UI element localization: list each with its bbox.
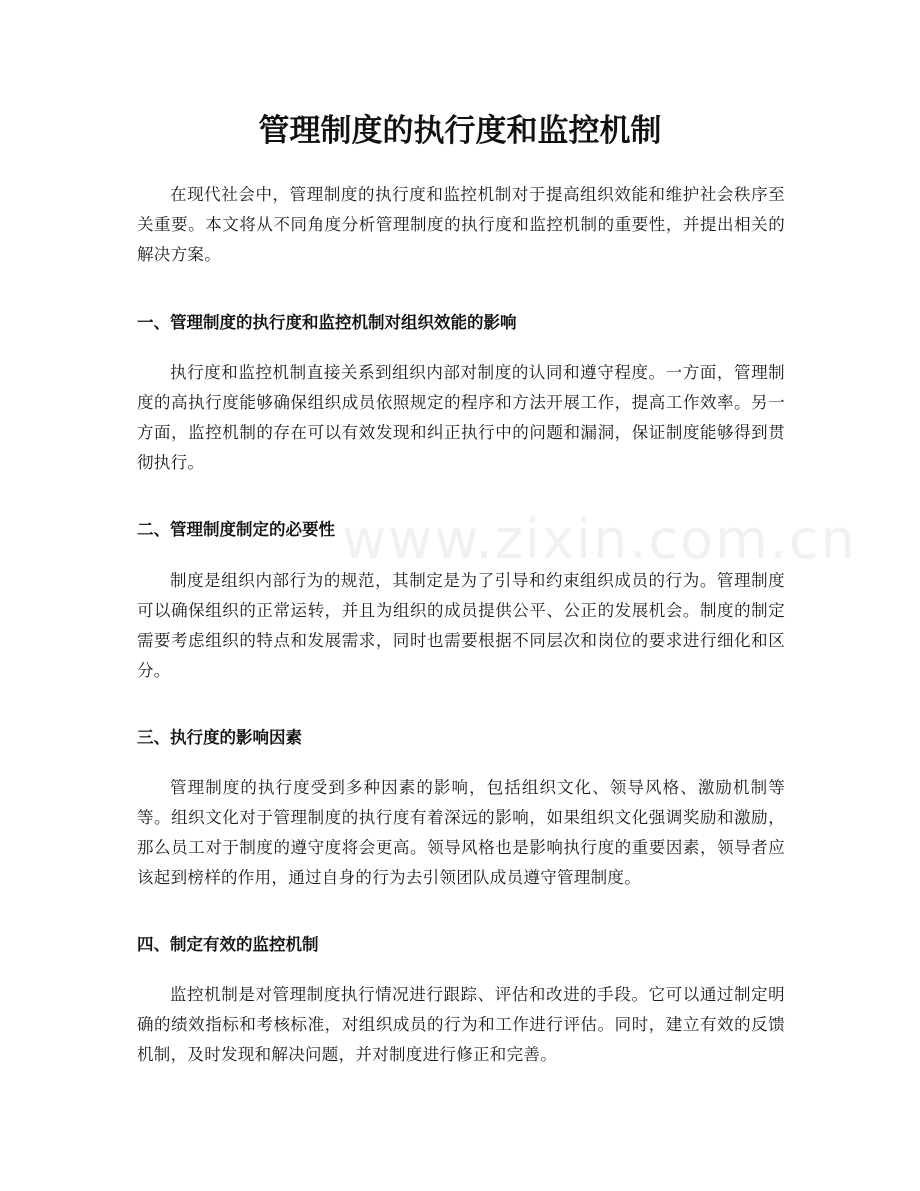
section-body-4: 监控机制是对管理制度执行情况进行跟踪、评估和改进的手段。它可以通过制定明确的绩效指标和考核标准，对组织成员的行为和工作进行评估。同时，建立有效的反馈机制，及时发现和解决问题，并对制度进行修正和完善。 bbox=[137, 985, 785, 1064]
section-body-3: 管理制度的执行度受到多种因素的影响，包括组织文化、领导风格、激励机制等等。组织文化对于管理制度的执行度有着深远的影响，如果组织文化强调奖励和激励，那么员工对于制度的遵守度将会更高。领导风格也是影响执行度的重要因素，领导者应该起到榜样的作用，通过自身的行为去引领团队成员遵守管理制度。 bbox=[137, 778, 785, 887]
section-body-1: 执行度和监控机制直接关系到组织内部对制度的认同和遵守程度。一方面，管理制度的高执行度能够确保组织成员依照规定的程序和方法开展工作，提高工作效率。另一方面，监控机制的存在可以有效发现和纠正执行中的问题和漏洞，保证制度能够得到贯彻执行。 bbox=[137, 363, 785, 472]
page-title: 管理制度的执行度和监控机制 bbox=[258, 113, 662, 149]
section-heading-2: 二、管理制度制定的必要性 bbox=[137, 520, 335, 539]
section-heading-1: 一、管理制度的执行度和监控机制对组织效能的影响 bbox=[137, 313, 517, 332]
section-body-2: 制度是组织内部行为的规范，其制定是为了引导和约束组织成员的行为。管理制度可以确保组织的正常运转，并且为组织的成员提供公平、公正的发展机会。制度的制定需要考虑组织的特点和发展需求，同时也需要根据不同层次和岗位的要求进行细化和区分。 bbox=[137, 571, 785, 680]
watermark: www.zixin.com.cn bbox=[342, 508, 857, 571]
intro-paragraph: 在现代社会中，管理制度的执行度和监控机制对于提高组织效能和维护社会秩序至关重要。本文将从不同角度分析管理制度的执行度和监控机制的重要性，并提出相关的解决方案。 bbox=[137, 185, 785, 264]
section-heading-3: 三、执行度的影响因素 bbox=[137, 728, 302, 747]
section-heading-4: 四、制定有效的监控机制 bbox=[137, 935, 319, 954]
